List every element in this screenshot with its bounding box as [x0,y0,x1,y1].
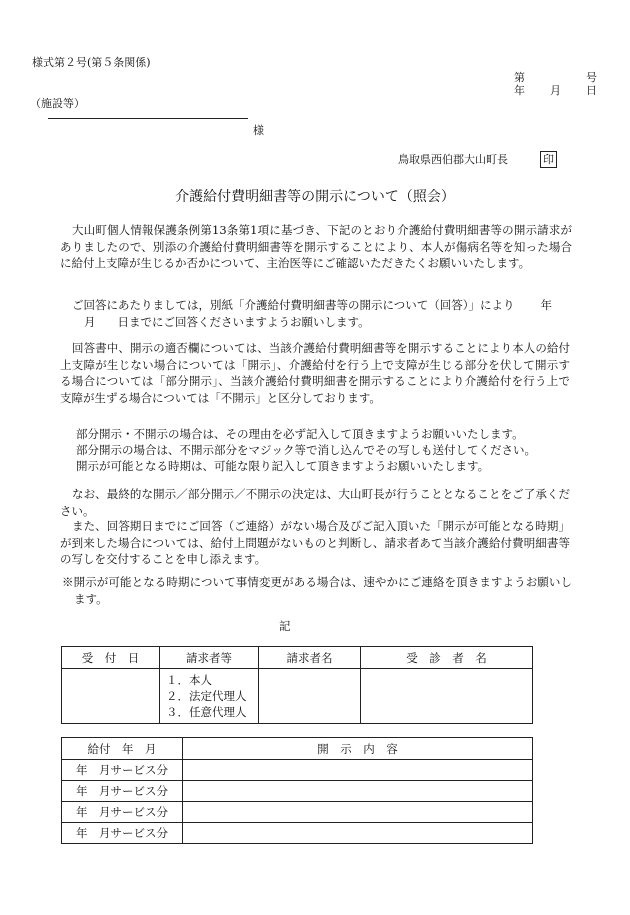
cell-requester-name[interactable] [259,669,361,724]
seal-mark: 印 [540,151,557,168]
header-requester-type: 請求者等 [160,647,259,669]
facility-label: （施設等） [30,97,85,110]
document-title: 介護給付費明細書等の開示について（照会） [175,189,455,205]
reply-year: 年 [540,298,553,312]
paragraph-5: なお、最終的な開示／部分開示／不開示の決定は、大山町長が行うこととなることをご了承ください。 [60,487,570,518]
disclosure-table [61,737,533,844]
doc-number-suffix: 号 [586,71,597,84]
row-3-content[interactable] [183,802,533,823]
request-table [61,646,533,724]
row-1-content[interactable] [183,760,533,781]
issuer-name: 鳥取県西伯郡大山町長 [398,153,508,166]
addressee-suffix: 様 [253,124,264,137]
cell-received-date[interactable] [62,669,160,724]
date-day: 日 [586,84,597,97]
paragraph-3: 回答書中、開示の適否欄については、当該介護給付費明細書等を開示することにより本人の給付上支障が生じない場合については「開示」、介護給付を行う上で支障が生じる部分を伏して開示する場合については「部分開示」、当該介護給付費明細書を開示することにより介護給付を行う上で支障が生ずる場合については「不開示」と区分しております。 [60,341,570,405]
reply-deadline-text: 日までにご回答くださいますようお願いします。 [117,314,370,329]
header-received-date: 受 付 日 [62,647,160,669]
requester-option-self: １．本人 [166,673,212,687]
cell-requester-type[interactable] [160,669,259,724]
form-number: 様式第２号(第５条関係) [32,56,151,69]
paragraph-4-line-2: 部分開示の場合は、不開示部分をマジック等で消し込んでその写しも送付してください。 [76,443,536,457]
date-year: 年 [514,84,525,97]
row-2-month: 年 月サービス分 [62,781,183,802]
paragraph-2 [60,297,570,330]
row-2-content[interactable] [183,781,533,802]
addressee-line [48,118,248,119]
row-1-month: 年 月サービス分 [62,760,183,781]
paragraph-6: また、回答期日までにご回答（ご連絡）がない場合及びご記入頂いた「開示が可能となる時期」が到来した場合については、給付上問題がないものと判断し、請求者あて当該介護給付費明細書等の写しを交付することを申し添えます。 [60,519,570,566]
header-benefit-month: 給付 年 月 [62,738,183,760]
header-requester-name: 請求者名 [259,647,361,669]
row-4-content[interactable] [183,823,533,844]
note: ※開示が可能となる時期について事情変更がある場合は、速やかにご連絡を頂きますようお願いします。 [62,575,572,606]
row-3-month: 年 月サービス分 [62,802,183,823]
paragraph-1: 大山町個人情報保護条例第13条第1項に基づき、下記のとおり介護給付費明細書等の開示請求がありましたので、別添の介護給付費明細書等を開示することにより、本人が傷病名等を知った場合に給付上支障が生じるか否かについて、主治医等にご確認いただきたくお願いいたします。 [60,223,572,270]
date-month: 月 [550,84,561,97]
paragraph-4-line-1: 部分開示・不開示の場合は、その理由を必ず記入して頂きますようお願いいたします。 [76,427,524,441]
paragraph-2-text: ご回答にあたりましては，別紙「介護給付費明細書等の開示について（回答）」により [72,298,515,312]
ki-heading: 記 [279,619,291,633]
cell-patient-name[interactable] [361,669,533,724]
doc-number-prefix: 第 [514,71,525,84]
requester-option-voluntary: ３．任意代理人 [166,705,247,719]
row-4-month: 年 月サービス分 [62,823,183,844]
reply-month: 月 [84,314,96,329]
header-disclosure-content: 開 示 内 容 [183,738,533,760]
header-patient-name: 受 診 者 名 [361,647,533,669]
paragraph-4-line-3: 開示が可能となる時期は、可能な限り記入して頂きますようお願いいたします。 [76,459,490,473]
requester-option-legal: ２．法定代理人 [166,689,247,703]
